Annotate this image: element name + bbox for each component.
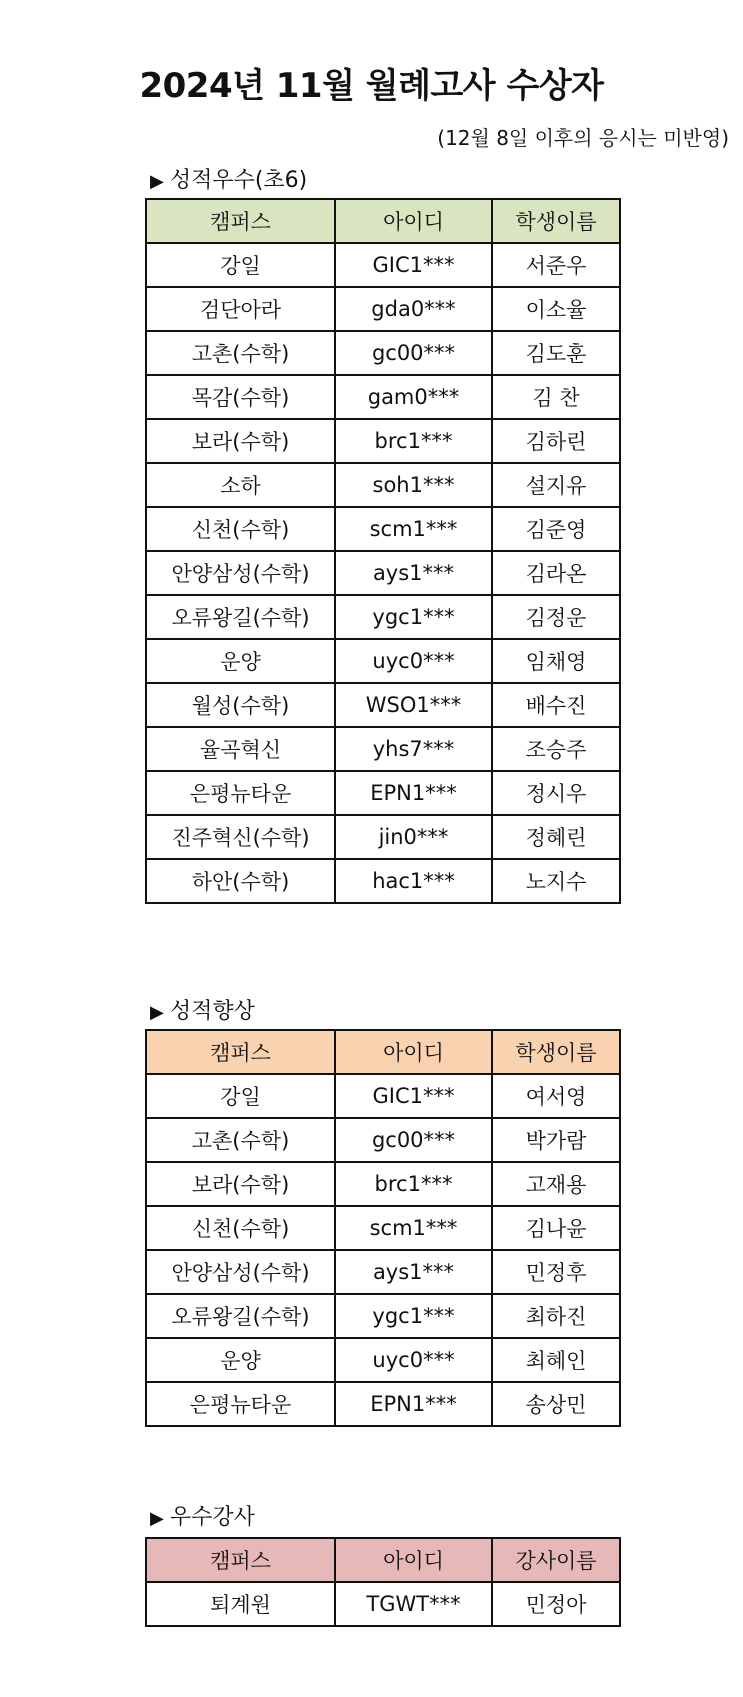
cell-campus: 보라(수학): [146, 1162, 335, 1206]
cell-id: gc00***: [335, 1118, 492, 1162]
table-row: [146, 1294, 620, 1338]
cell-name: 배수진: [492, 683, 620, 727]
cell-campus: 안양삼성(수학): [146, 1250, 335, 1294]
reflection-note: (12월 8일 이후의 응시는 미반영): [437, 126, 729, 150]
cell-name: 김도훈: [492, 331, 620, 375]
cell-id: EPN1***: [335, 771, 492, 815]
cell-campus: 신천(수학): [146, 1206, 335, 1250]
cell-campus: 강일: [146, 243, 335, 287]
table-row: [146, 507, 620, 551]
cell-name: 최하진: [492, 1294, 620, 1338]
header-student-name: 학생이름: [492, 1030, 620, 1074]
cell-id: gam0***: [335, 375, 492, 419]
table-row: [146, 243, 620, 287]
cell-name: 송상민: [492, 1382, 620, 1426]
improvement-table: [145, 1029, 621, 1427]
cell-id: gc00***: [335, 331, 492, 375]
cell-id: TGWT***: [335, 1582, 492, 1626]
section-heading-improvement: [150, 994, 255, 1025]
header-campus: 캠퍼스: [146, 1538, 335, 1582]
triangle-bullet-icon: ▶: [150, 1508, 164, 1529]
cell-id: GIC1***: [335, 243, 492, 287]
cell-campus: 진주혁신(수학): [146, 815, 335, 859]
cell-id: ygc1***: [335, 1294, 492, 1338]
section-heading-label: 우수강사: [169, 1505, 255, 1530]
table-row: [146, 1582, 620, 1626]
cell-name: 민정후: [492, 1250, 620, 1294]
cell-id: scm1***: [335, 507, 492, 551]
section-heading-label: 성적향상: [169, 999, 255, 1024]
header-id: 아이디: [335, 1538, 492, 1582]
table-row: [146, 463, 620, 507]
cell-id: ays1***: [335, 551, 492, 595]
cell-id: EPN1***: [335, 1382, 492, 1426]
cell-id: soh1***: [335, 463, 492, 507]
triangle-bullet-icon: ▶: [150, 1002, 164, 1023]
cell-id: gda0***: [335, 287, 492, 331]
table-row: [146, 1206, 620, 1250]
header-instructor-name: 강사이름: [492, 1538, 620, 1582]
cell-name: 최혜인: [492, 1338, 620, 1382]
cell-name: 김 찬: [492, 375, 620, 419]
header-campus: 캠퍼스: [146, 199, 335, 243]
table-row: [146, 595, 620, 639]
cell-name: 고재용: [492, 1162, 620, 1206]
cell-id: uyc0***: [335, 1338, 492, 1382]
table-row: [146, 1338, 620, 1382]
cell-id: WSO1***: [335, 683, 492, 727]
cell-id: yhs7***: [335, 727, 492, 771]
cell-campus: 하안(수학): [146, 859, 335, 903]
table-row: [146, 331, 620, 375]
cell-campus: 율곡혁신: [146, 727, 335, 771]
cell-name: 김나윤: [492, 1206, 620, 1250]
cell-id: GIC1***: [335, 1074, 492, 1118]
cell-id: scm1***: [335, 1206, 492, 1250]
section-heading-instructor: [150, 1500, 255, 1531]
cell-campus: 오류왕길(수학): [146, 1294, 335, 1338]
header-campus: 캠퍼스: [146, 1030, 335, 1074]
table-header-row: [146, 1030, 620, 1074]
cell-name: 이소율: [492, 287, 620, 331]
header-id: 아이디: [335, 199, 492, 243]
cell-campus: 오류왕길(수학): [146, 595, 335, 639]
cell-name: 김라온: [492, 551, 620, 595]
cell-name: 김하린: [492, 419, 620, 463]
cell-campus: 은평뉴타운: [146, 1382, 335, 1426]
table-row: [146, 1382, 620, 1426]
excellence-table: [145, 198, 621, 904]
cell-name: 노지수: [492, 859, 620, 903]
table-row: [146, 683, 620, 727]
table-row: [146, 859, 620, 903]
cell-id: ays1***: [335, 1250, 492, 1294]
table-row: [146, 1118, 620, 1162]
cell-name: 설지유: [492, 463, 620, 507]
cell-id: brc1***: [335, 419, 492, 463]
section-heading-excellence: [150, 163, 307, 194]
table-row: [146, 727, 620, 771]
cell-id: hac1***: [335, 859, 492, 903]
table-row: [146, 815, 620, 859]
triangle-bullet-icon: ▶: [150, 171, 164, 192]
cell-campus: 퇴계원: [146, 1582, 335, 1626]
cell-name: 여서영: [492, 1074, 620, 1118]
cell-id: ygc1***: [335, 595, 492, 639]
header-student-name: 학생이름: [492, 199, 620, 243]
cell-campus: 은평뉴타운: [146, 771, 335, 815]
header-id: 아이디: [335, 1030, 492, 1074]
table-row: [146, 1162, 620, 1206]
table-row: [146, 771, 620, 815]
cell-campus: 월성(수학): [146, 683, 335, 727]
cell-campus: 운양: [146, 639, 335, 683]
table-header-row: [146, 199, 620, 243]
cell-name: 박가람: [492, 1118, 620, 1162]
cell-campus: 고촌(수학): [146, 331, 335, 375]
cell-name: 김정운: [492, 595, 620, 639]
cell-campus: 신천(수학): [146, 507, 335, 551]
cell-campus: 검단아라: [146, 287, 335, 331]
cell-name: 정시우: [492, 771, 620, 815]
table-row: [146, 287, 620, 331]
cell-campus: 목감(수학): [146, 375, 335, 419]
cell-name: 조승주: [492, 727, 620, 771]
cell-campus: 소하: [146, 463, 335, 507]
table-row: [146, 639, 620, 683]
table-header-row: [146, 1538, 620, 1582]
section-heading-label: 성적우수(초6): [169, 168, 308, 193]
cell-name: 김준영: [492, 507, 620, 551]
cell-name: 서준우: [492, 243, 620, 287]
table-row: [146, 1074, 620, 1118]
table-row: [146, 375, 620, 419]
cell-campus: 강일: [146, 1074, 335, 1118]
cell-name: 민정아: [492, 1582, 620, 1626]
cell-campus: 운양: [146, 1338, 335, 1382]
table-row: [146, 551, 620, 595]
instructor-table: [145, 1537, 621, 1627]
page-title: 2024년 11월 월례고사 수상자: [139, 66, 604, 106]
cell-id: uyc0***: [335, 639, 492, 683]
cell-id: brc1***: [335, 1162, 492, 1206]
cell-campus: 보라(수학): [146, 419, 335, 463]
table-row: [146, 419, 620, 463]
table-row: [146, 1250, 620, 1294]
cell-name: 임채영: [492, 639, 620, 683]
cell-id: jin0***: [335, 815, 492, 859]
cell-campus: 안양삼성(수학): [146, 551, 335, 595]
cell-campus: 고촌(수학): [146, 1118, 335, 1162]
cell-name: 정혜린: [492, 815, 620, 859]
